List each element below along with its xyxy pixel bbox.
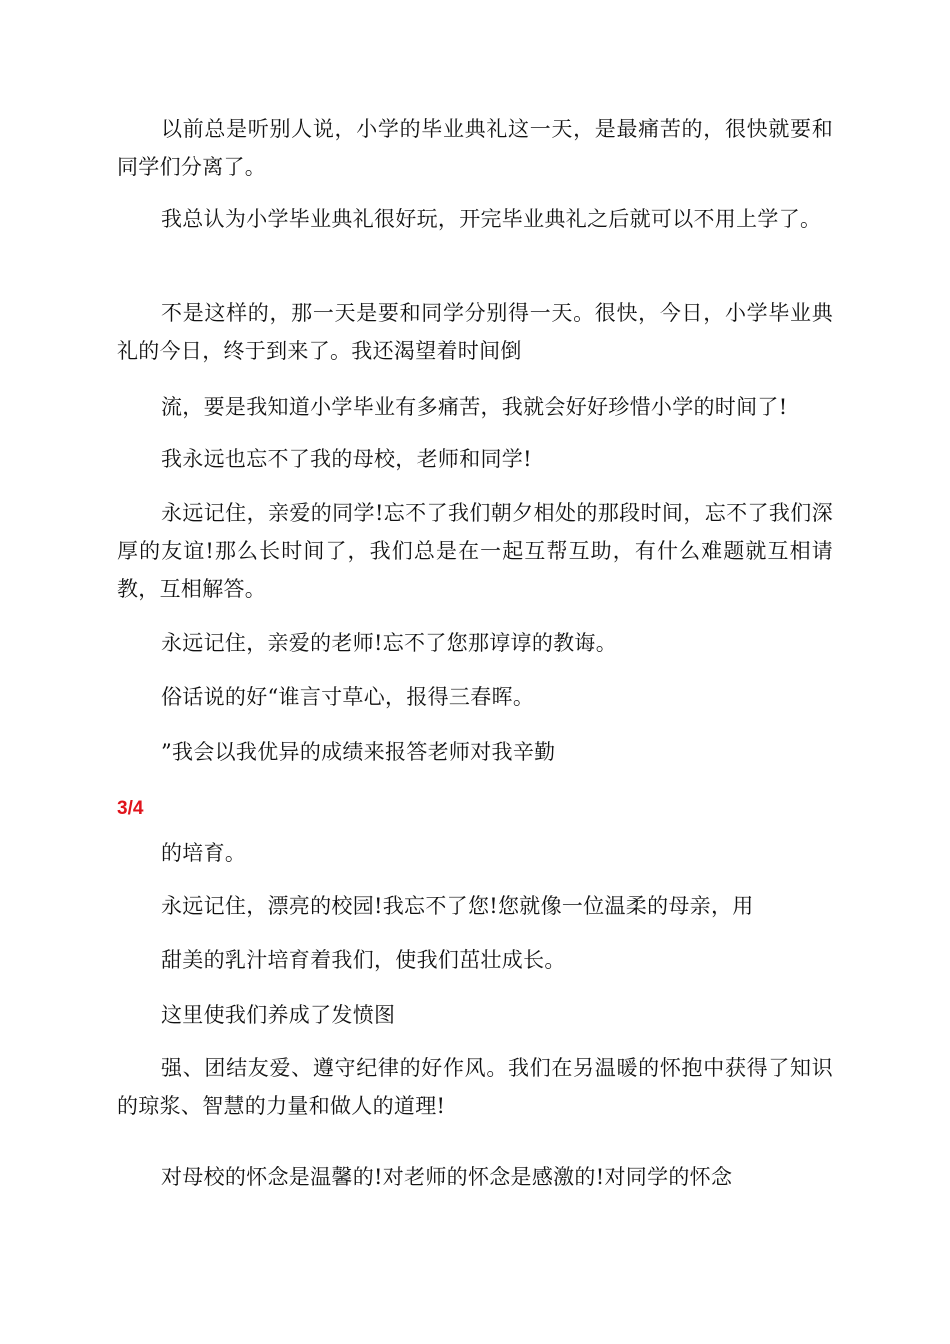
page-number-marker: 3/4 [117,798,144,819]
paragraph: 俗话说的好“谁言寸草心，报得三春晖。 [161,685,535,709]
paragraph: 流，要是我知道小学毕业有多痛苦，我就会好好珍惜小学的时间了! [161,395,788,419]
paragraph: 永远记住，漂亮的校园!我忘不了您!您就像一位温柔的母亲，用 [161,894,754,918]
paragraph: 永远记住，亲爱的同学!忘不了我们朝夕相处的那段时间，忘不了我们深厚的友谊!那么长时间了，我们总是在一起互帮互助，有什么难题就互相请教，互相解答。 [117,501,833,601]
paragraph: 的培育。 [161,841,247,865]
paragraph: 强、团结友爱、遵守纪律的好作风。我们在另温暖的怀抱中获得了知识的琼浆、智慧的力量和做人的道理! [117,1056,833,1118]
paragraph: 以前总是听别人说，小学的毕业典礼这一天，是最痛苦的，很快就要和同学们分离了。 [117,117,833,179]
paragraph: 对母校的怀念是温馨的!对老师的怀念是感激的!对同学的怀念 [161,1165,733,1189]
paragraph: 永远记住，亲爱的老师!忘不了您那谆谆的教诲。 [161,631,618,655]
paragraph: 甜美的乳汁培育着我们，使我们茁壮成长。 [161,948,566,972]
paragraph: 这里使我们养成了发愤图 [161,1003,396,1027]
paragraph: 不是这样的，那一天是要和同学分别得一天。很快，今日，小学毕业典礼的今日，终于到来了。我还渴望着时间倒 [117,301,833,363]
paragraph: 我总认为小学毕业典礼很好玩，开完毕业典礼之后就可以不用上学了。 [161,207,822,231]
paragraph: ”我会以我优异的成绩来报答老师对我辛勤 [161,740,556,764]
paragraph: 我永远也忘不了我的母校，老师和同学! [161,447,532,471]
